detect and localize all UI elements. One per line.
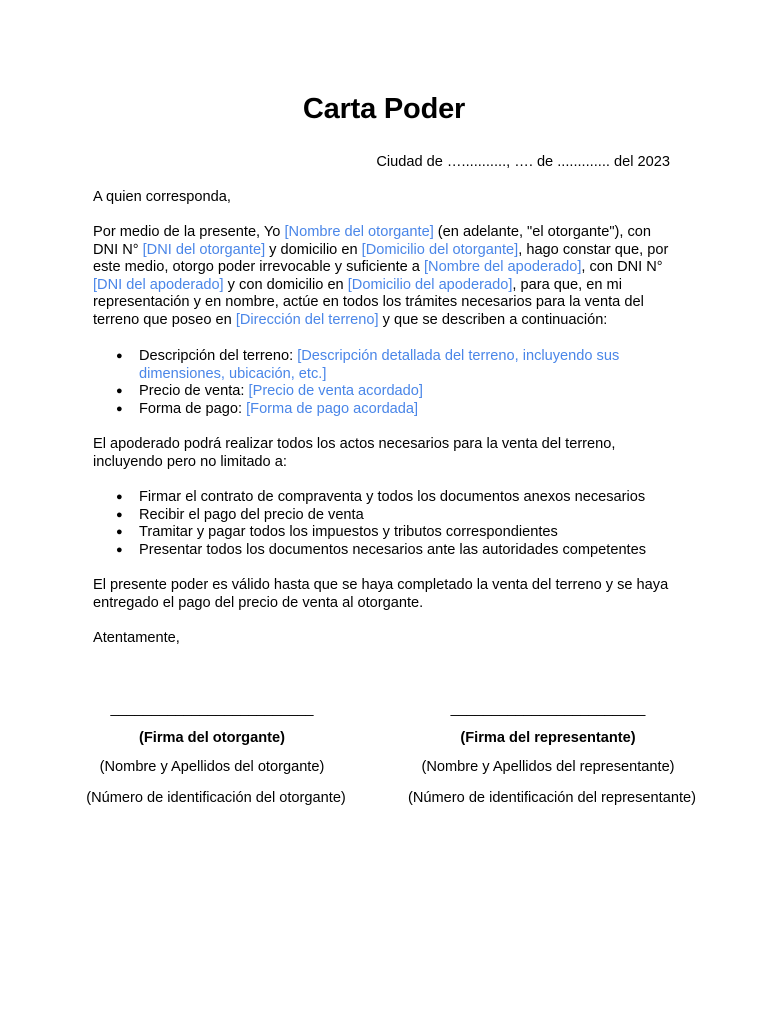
placeholder-field: [Dirección del terreno] [235,311,379,328]
signature-line: ________________________ [450,701,646,717]
placeholder-field: [DNI del apoderado] [93,276,224,293]
signature-block-representante [408,701,696,807]
signature-name: (Nombre y Apellidos del representante) [421,759,675,775]
list-item-label: Forma de pago: [139,400,247,417]
closing: Atentamente, [93,630,180,646]
placeholder-field: [Nombre del otorgante] [284,224,434,240]
salutation: A quien corresponda, [93,189,231,205]
signature-name: (Nombre y Apellidos del otorgante) [99,759,325,775]
list-item: ● Firmar el contrato de compraventa y todos los documentos anexos necesarios [93,489,678,507]
signature-id: (Número de identificación del representante) [408,789,696,806]
placeholder-field: [Precio de venta acordado] [248,383,423,399]
placeholder-field: [Descripción detallada del terreno, incluyendo sus dimensiones, ubicación, etc.] [139,348,620,382]
signature-id: (Número de identificación del otorgante) [86,789,346,806]
list-item-label: Descripción del terreno: [139,348,298,364]
placeholder-field: [DNI del otorgante] [142,241,266,258]
paragraph-validity: El presente poder es válido hasta que se haya completado la venta del terreno y se haya entregado el pago del precio de venta al otorgante. [93,577,669,611]
placeholder-field: [Forma de pago acordada] [246,400,419,417]
paragraph-text: Por medio de la presente, Yo [93,224,285,240]
paragraph-powers: El apoderado podrá realizar todos los actos necesarios para la venta del terreno, incluyendo pero no limitado a: [93,436,616,470]
signature-role: (Firma del representante) [460,729,636,746]
paragraph-grant-of-power [93,224,678,329]
paragraph-text: y con domicilio en [223,276,348,293]
list-item: ● Recibir el pago del precio de venta [93,507,678,525]
placeholder-field: [Domicilio del otorgante] [361,241,519,258]
paragraph-text: y que se describen a continuación: [378,311,608,328]
signature-block-otorgante [86,701,346,807]
document-title: Carta Poder [302,93,466,125]
list-item [93,383,678,401]
placeholder-field: [Nombre del apoderado] [423,259,582,275]
acts-list [93,489,678,559]
list-item [93,401,678,419]
paragraph-text: y domicilio en [265,241,362,258]
list-item: ● Presentar todos los documentos necesarios ante las autoridades competentes [93,542,678,560]
signature-line: _________________________ [110,701,314,717]
paragraph-text: , hago constar que, por este medio, otorgo poder irrevocable y suficiente a [93,241,669,275]
list-item [93,348,678,383]
terrain-list [93,348,678,418]
signature-role: (Firma del otorgante) [139,729,285,746]
paragraph-text: , con DNI N° [581,259,663,275]
paragraph-text: (en adelante, "el otorgante"), con DNI N° [93,224,651,258]
placeholder-field: [Domicilio del apoderado] [347,276,513,293]
paragraph-text: , para que, en mi representación y en nombre, actúe en todos los trámites necesarios para la venta del terreno que poseo en [93,276,644,328]
date-line: Ciudad de …..........., …. de ............. del 2023 [376,154,670,170]
list-item: ● Tramitar y pagar todos los impuestos y tributos correspondientes [93,524,678,542]
list-item-label: Precio de venta: [139,383,249,399]
